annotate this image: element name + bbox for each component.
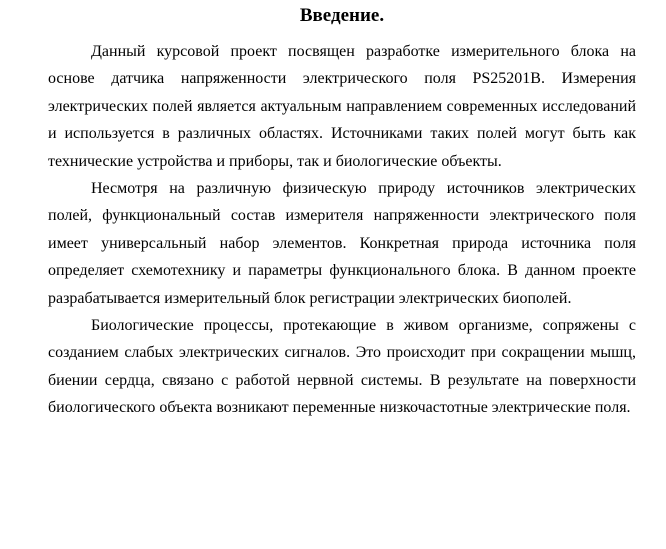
paragraph-3: Биологические процессы, протекающие в живом организме, сопряжены с созданием слабых электрических сигналов. Это происходит при сокращении мышц, биении сердца, связано с работой нервной системы. В результате на поверхности биологического объекта возникают переменные низкочастотные электрические поля. [48,317,636,417]
paragraph-1: Данный курсовой проект посвящен разработке измерительного блока на основе датчика напряженности электрического поля PS25201B. Измерения электрических полей является актуальным направлением современных исследований и используется в различных областях. Источниками таких полей могут быть как технические устройства и приборы, так и биологические объекты. [48,43,636,170]
paragraph-2: Несмотря на различную физическую природу источников электрических полей, функциональный состав измерителя напряженности электрического поля имеет универсальный набор элементов. Конкретная природа источника поля определяет схемотехнику и параметры функционального блока. В данном проекте разрабатывается измерительный блок регистрации электрических биополей. [48,180,636,307]
section-title: Введение. [299,5,385,26]
